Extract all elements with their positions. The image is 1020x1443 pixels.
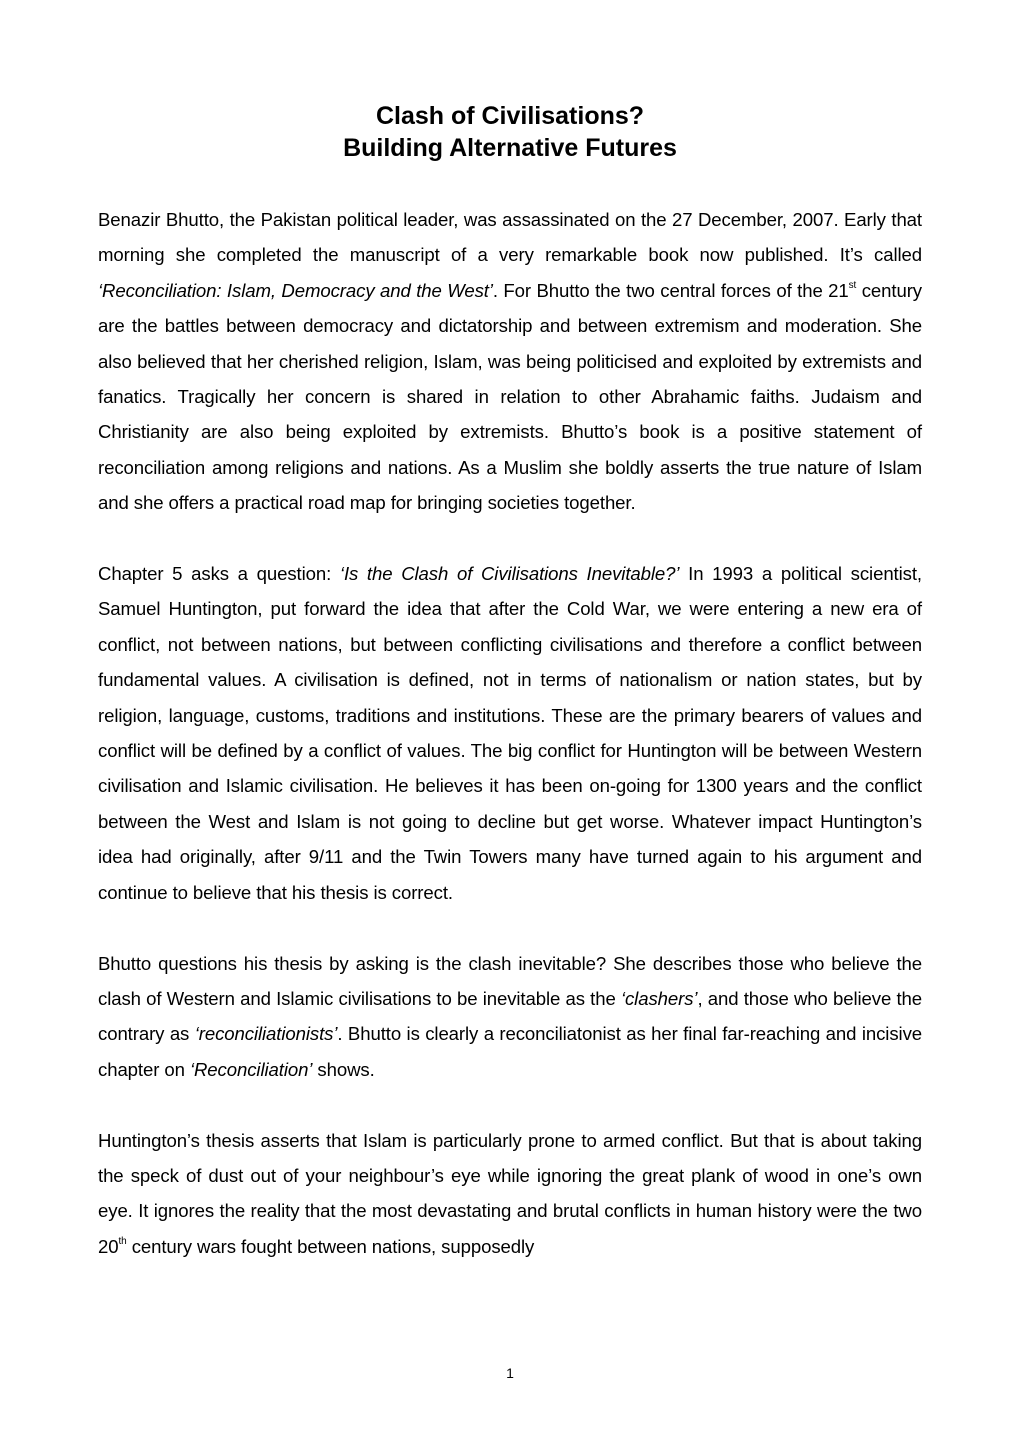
- document-title: [0, 100, 1020, 164]
- title-line-2: Building Alternative Futures: [343, 134, 677, 162]
- italic-quote: ‘Reconciliation’: [189, 1058, 313, 1080]
- paragraph-4: [98, 1123, 922, 1265]
- paragraph-3: [98, 946, 922, 1088]
- text-run: . For Bhutto the two central forces of the 21: [492, 279, 849, 301]
- title-line-1: Clash of Civilisations?: [375, 102, 645, 130]
- text-run: Chapter 5 asks a question:: [98, 563, 340, 585]
- paragraph-2: [98, 556, 922, 910]
- text-run: Bhutto questions his thesis by asking is the clash inevitable? She describes those who believe the clash of Western and Islamic civilisations to be inevitable as the: [98, 952, 922, 1009]
- page-number: 1: [506, 1365, 514, 1381]
- text-run: shows.: [312, 1058, 375, 1080]
- text-run: , and those who believe the contrary as: [98, 987, 922, 1045]
- text-run: . Bhutto is clearly a reconciliatonist as her final far-reaching and incisive chapter on: [98, 1023, 923, 1080]
- ordinal-suffix: st: [848, 279, 857, 291]
- paragraph-1: [98, 202, 922, 521]
- ordinal-suffix: th: [118, 1235, 127, 1247]
- italic-quote: ‘Is the Clash of Civilisations Inevitable?’: [339, 563, 680, 585]
- text-run: century wars fought between nations, supposedly: [126, 1235, 535, 1257]
- text-run: Huntington’s thesis asserts that Islam is particularly prone to armed conflict. But that is about taking the speck of dust out of your neighbour’s eye while ignoring the great plank of wood in one’s own eye. It ignores the reality that the most devastating and brutal conflicts in human history were the two 20: [98, 1129, 922, 1257]
- italic-quote: ‘reconciliationists’: [194, 1023, 338, 1045]
- italic-quote: ‘Reconciliation: Islam, Democracy and the West’: [98, 279, 493, 301]
- document-body: [98, 202, 922, 1300]
- text-run: Benazir Bhutto, the Pakistan political leader, was assassinated on the 27 December, 2007. Early that morning she completed the manuscript of a very remarkable book now published. It’s called: [98, 209, 922, 266]
- text-run: century are the battles between democracy and dictatorship and between extremism and moderation. She also believed that her cherished religion, Islam, was being politicised and exploited by extremists and fanatics. Tragically her concern is shared in relation to other Abrahamic faiths. Judaism and Christianity are also being exploited by extremists. Bhutto’s book is a positive statement of reconciliation among religions and nations. As a Muslim she boldly asserts the true nature of Islam and she offers a practical road map for bringing societies together.: [98, 279, 922, 514]
- italic-quote: ‘clashers’: [620, 987, 698, 1009]
- text-run: In 1993 a political scientist, Samuel Huntington, put forward the idea that after the Cold War, we were entering a new era of conflict, not between nations, but between conflicting civilisations and therefore a conflict between fundamental values. A civilisation is defined, not in terms of nationalism or nation states, but by religion, language, customs, traditions and institutions. These are the primary bearers of values and conflict will be defined by a conflict of values. The big conflict for Huntington will be between Western civilisation and Islamic civilisation. He believes it has been on-going for 1300 years and the conflict between the West and Islam is not going to decline but get worse. Whatever impact Huntington’s idea had originally, after 9/11 and the Twin Towers many have turned again to his argument and continue to believe that his thesis is correct.: [98, 563, 922, 903]
